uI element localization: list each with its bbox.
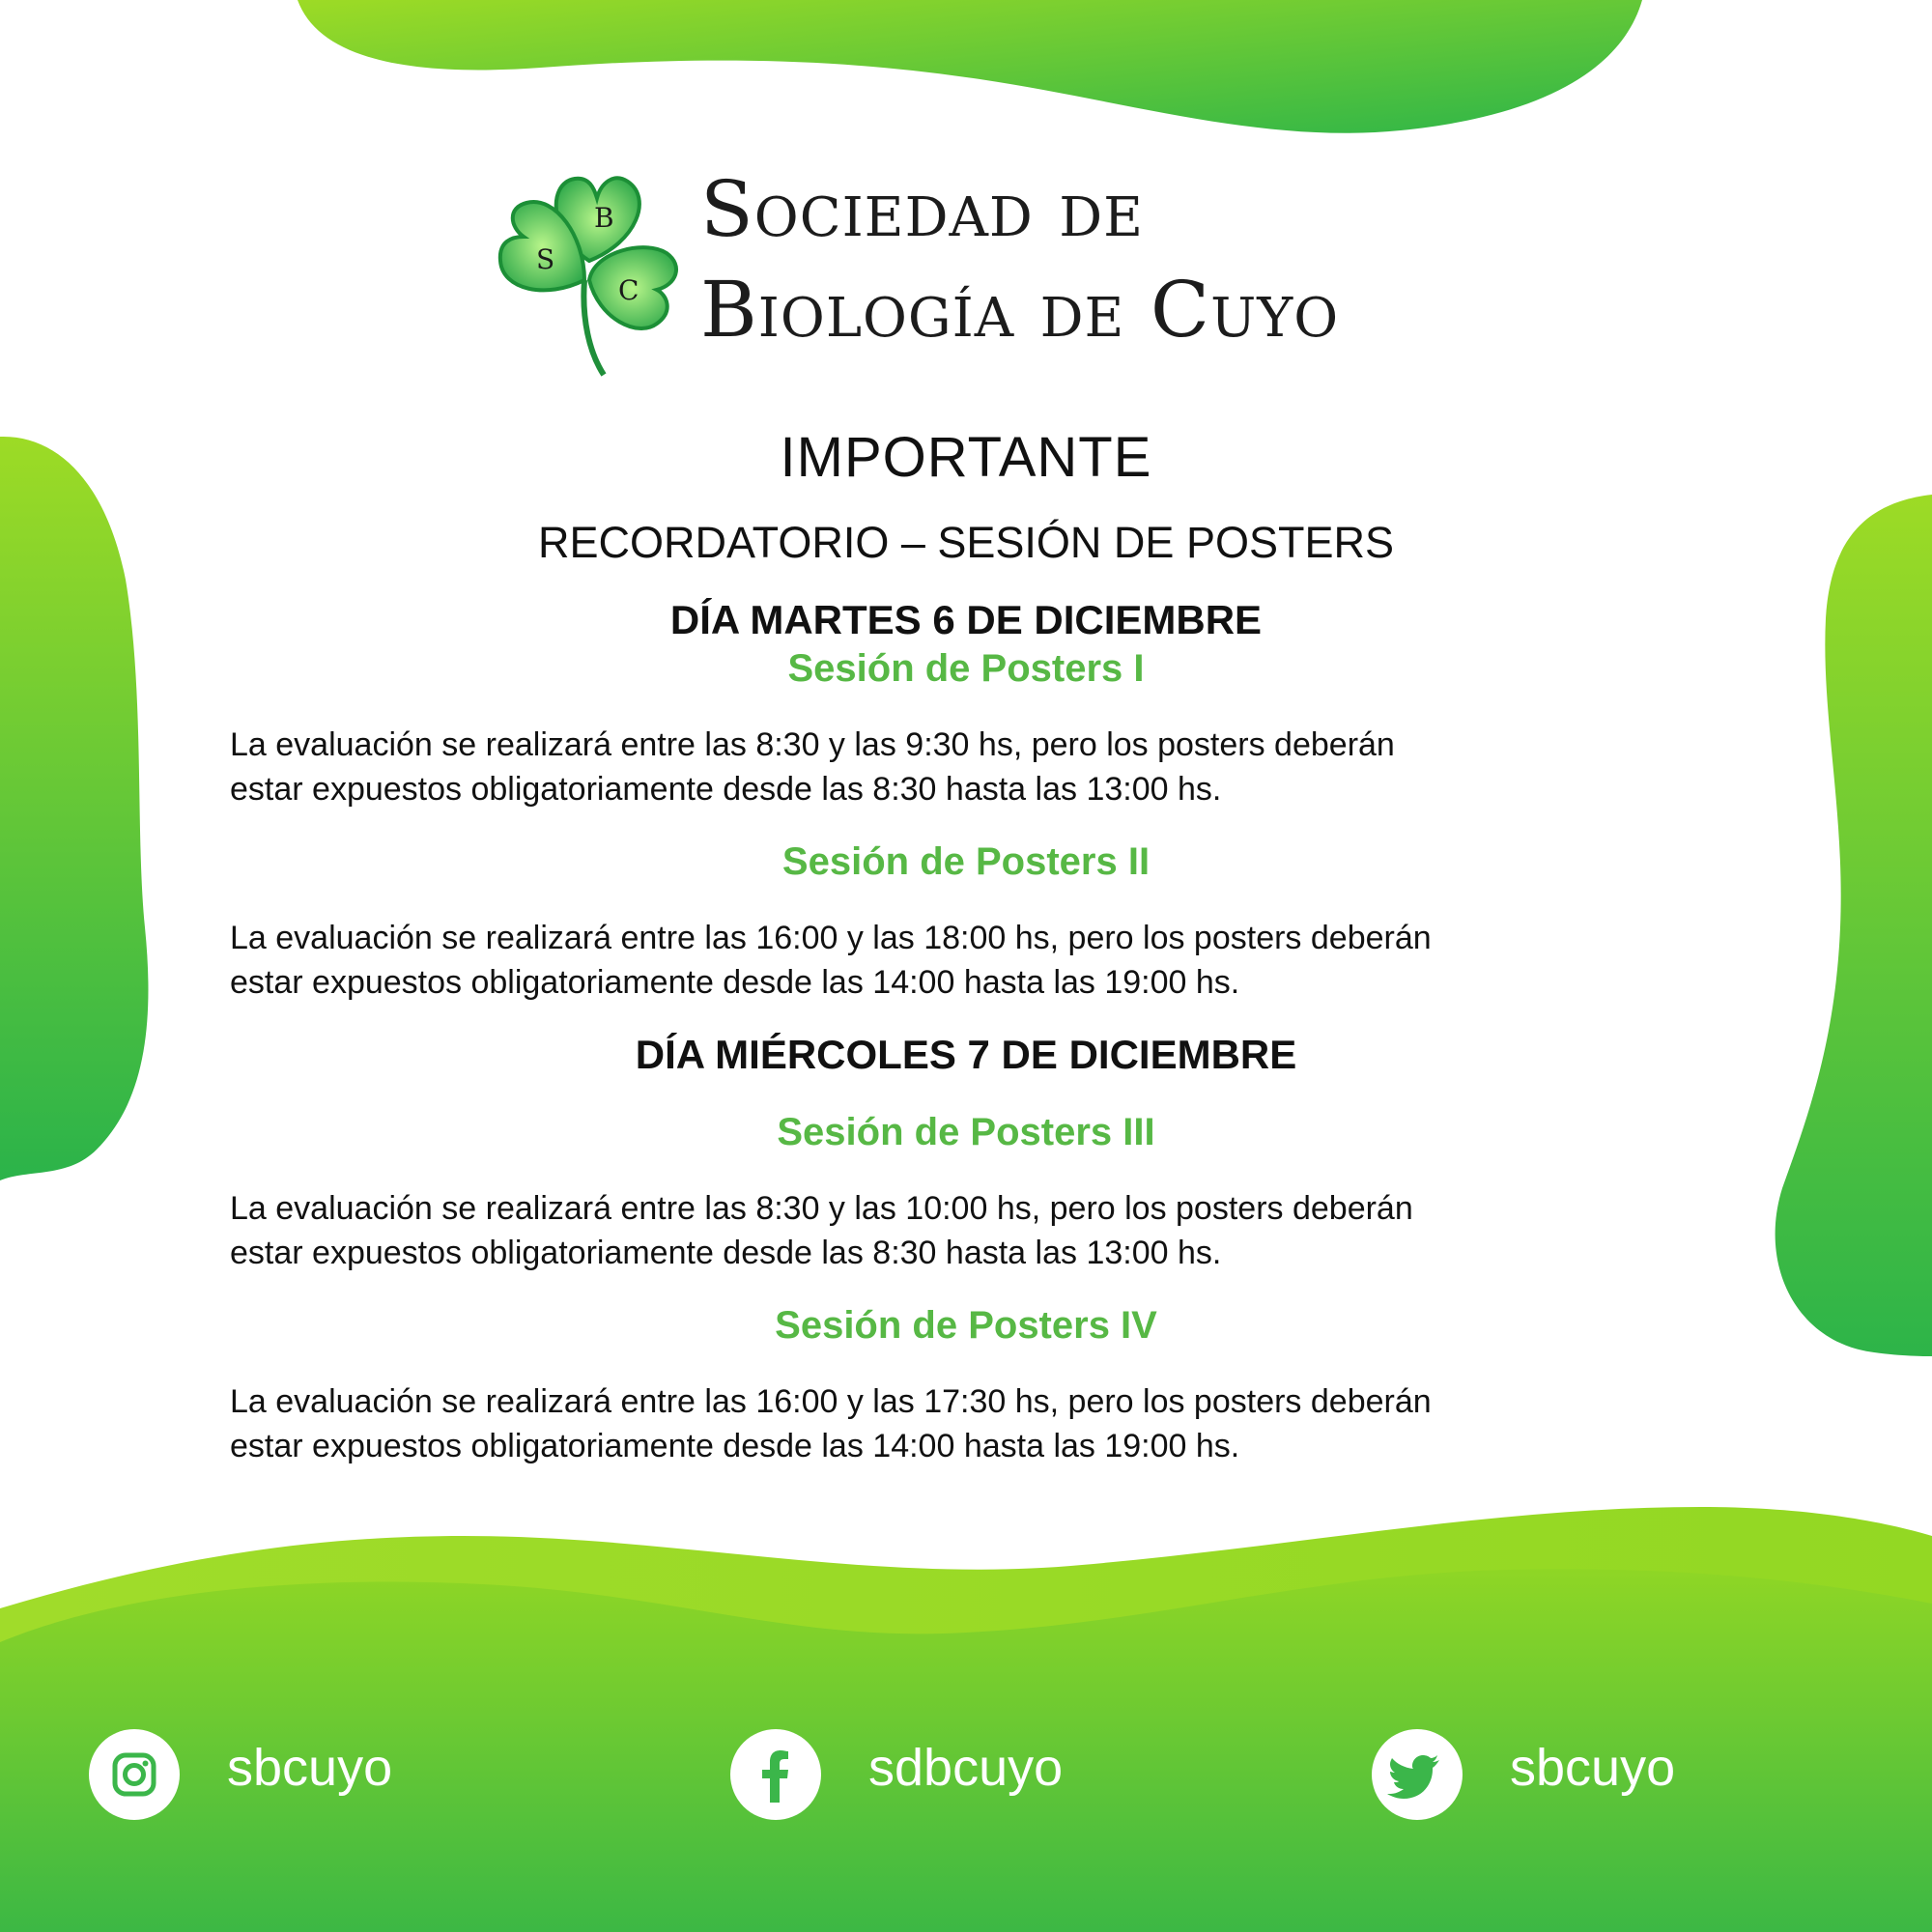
session-title-4: Sesión de Posters IV (775, 1304, 1157, 1347)
session-2-text (230, 916, 1737, 1005)
session-1-line-2: estar expuestos obligatoriamente desde las 8:30 hasta las 13:00 hs. (230, 771, 1222, 808)
social-instagram[interactable] (89, 1729, 495, 1826)
session-1-text (230, 723, 1737, 811)
session-4-line-2: estar expuestos obligatoriamente desde las 14:00 hasta las 19:00 hs. (230, 1428, 1240, 1464)
day-title-tuesday: DÍA MARTES 6 DE DICIEMBRE (669, 597, 1263, 642)
logo-letter-c: C (618, 274, 639, 306)
session-3-text (230, 1186, 1737, 1275)
session-2-line-2: estar expuestos obligatoriamente desde las 14:00 hasta las 19:00 hs. (230, 964, 1240, 1001)
top-blob (298, 0, 1642, 133)
twitter-icon[interactable] (1372, 1729, 1463, 1820)
logo-line-1: Sociedad de (700, 164, 1145, 254)
session-2-line-1: La evaluación se realizará entre las 16:00 y las 18:00 hs, pero los posters deberán (230, 920, 1432, 956)
social-twitter[interactable] (1372, 1729, 1777, 1826)
instagram-handle[interactable]: sbcuyo (227, 1739, 393, 1797)
session-4-line-1: La evaluación se realizará entre las 16:00 y las 17:30 hs, pero los posters deberán (230, 1383, 1432, 1420)
facebook-icon[interactable] (730, 1729, 821, 1820)
instagram-icon[interactable] (89, 1729, 180, 1820)
session-3-line-2: estar expuestos obligatoriamente desde las 8:30 hasta las 13:00 hs. (230, 1235, 1222, 1271)
clover-logo-icon (493, 145, 686, 386)
session-4-text (230, 1379, 1737, 1468)
session-title-3: Sesión de Posters III (777, 1111, 1155, 1153)
logo-line-2: Biología de Cuyo (700, 265, 1340, 355)
reminder-subtitle: RECORDATORIO – SESIÓN DE POSTERS (537, 518, 1394, 567)
logo-letter-b: B (594, 202, 614, 234)
important-heading: IMPORTANTE (780, 426, 1152, 489)
social-facebook[interactable] (730, 1729, 1136, 1826)
logo (493, 145, 1497, 386)
logo-letter-s: S (536, 243, 555, 275)
logo-text (700, 159, 1339, 360)
session-1-line-1: La evaluación se realizará entre las 8:30 y las 9:30 hs, pero los posters deberán (230, 726, 1395, 763)
facebook-handle[interactable]: sdbcuyo (868, 1739, 1064, 1797)
twitter-handle[interactable]: sbcuyo (1510, 1739, 1676, 1797)
session-title-2: Sesión de Posters II (781, 840, 1151, 883)
session-title-1: Sesión de Posters I (787, 647, 1145, 690)
session-3-line-1: La evaluación se realizará entre las 8:30 y las 10:00 hs, pero los posters deberán (230, 1190, 1413, 1227)
day-title-wednesday: DÍA MIÉRCOLES 7 DE DICIEMBRE (635, 1032, 1297, 1077)
